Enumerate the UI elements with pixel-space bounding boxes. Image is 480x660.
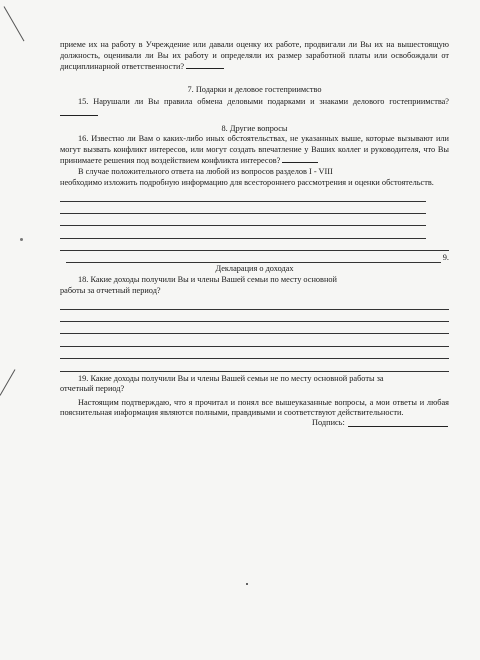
answer-line[interactable] [60,214,426,226]
signature-label: Подпись: [312,418,345,427]
section-7-title: 7. Подарки и деловое гостеприимство [187,84,322,94]
answer-line[interactable] [60,189,426,201]
question-16: 16. Известно ли Вам о каких-либо иных обстоятельствах, не указанных выше, которые вызывают или могут вызвать конфликт интересов, или могут создать впечатление у Ваших коллег и руководителя, что Вы принимаете решения под воздействием конфликта интересов? [60,134,449,166]
signature-line[interactable] [348,418,448,427]
answer-blank[interactable] [282,155,318,163]
answer-line[interactable] [60,322,449,334]
answer-line[interactable] [60,239,449,251]
note-line-1: В случае положительного ответа на любой из вопросов разделов I - VIII [78,166,333,176]
answer-line[interactable] [60,202,426,214]
answer-blank[interactable] [60,108,98,116]
scan-edge-mark [4,6,25,41]
answer-line[interactable] [60,334,449,346]
section-8-title: 8. Другие вопросы [221,123,288,133]
question-18: 18. Какие доходы получили Вы и члены Вашей семьи по месту основной работы за отчетный период? [60,275,337,295]
answer-line[interactable] [66,251,441,263]
scan-speck [20,238,23,241]
document-body [60,40,449,419]
question-19: 19. Какие доходы получили Вы и члены Вашей семьи не по месту основной работы за отчетный период? [60,373,384,394]
scan-speck [246,583,248,585]
question-15: 15. Нарушали ли Вы правила обмена деловыми подарками и знаками делового гостеприимства? [60,97,449,119]
income-declaration-title: Декларация о доходах [215,264,294,274]
confirmation-statement: Настоящим подтверждаю, что я прочитал и понял все вышеуказанные вопросы, а мои ответы и любая пояснительная информация являются полными, правдивыми и соответствуют действительности. [60,397,449,418]
explanation-lines[interactable] [60,189,449,263]
answer-line[interactable] [60,347,449,359]
answer-line[interactable] [60,297,449,309]
scan-edge-mark [0,369,15,395]
page-number: 9. [442,253,449,263]
signature-field [312,418,448,427]
answer-line[interactable] [60,310,449,322]
answer-line[interactable] [60,226,426,238]
note-line-2: необходимо изложить подробную информацию для всестороннего рассмотрения и оценки обстоятельств. [60,177,434,187]
answer-line-numbered [60,251,449,263]
top-paragraph: приеме их на работу в Учреждение или давали оценку их работе, продвигали ли Вы их на вышестоящую должность, оценивали ли Вы их работу и определяли их размер заработной платы или освобождали от дисциплинарной ответственности? [60,40,449,72]
answer-line[interactable] [60,359,449,371]
answer-blank[interactable] [186,61,224,69]
income-lines[interactable] [60,297,449,371]
